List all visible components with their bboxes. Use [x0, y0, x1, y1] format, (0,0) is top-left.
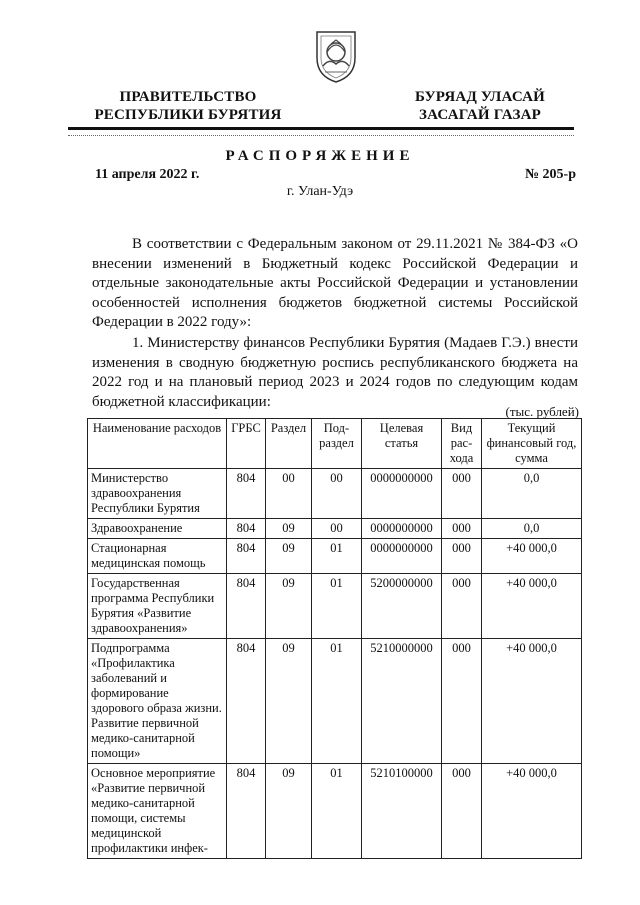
cell-section: 09 [266, 539, 312, 574]
cell-target: 5210100000 [362, 764, 442, 859]
preamble-paragraph [92, 235, 578, 333]
cell-section: 09 [266, 764, 312, 859]
cell-section: 09 [266, 574, 312, 639]
cell-grbs: 804 [227, 574, 266, 639]
cell-section: 09 [266, 639, 312, 764]
table-row [88, 469, 582, 519]
issuer-buryat-line1: БУРЯАД УЛАСАЙ [414, 89, 546, 105]
col-header: Вид рас-хода [442, 419, 482, 469]
cell-target: 0000000000 [362, 469, 442, 519]
col-header: Целевая статья [362, 419, 442, 469]
cell-name: Подпрограмма «Профилактика заболеваний и формирование здорового образа жизни. Развитие первичной медико-санитарной помощи» [88, 639, 227, 764]
cell-grbs: 804 [227, 764, 266, 859]
table-row [88, 574, 582, 639]
cell-section: 00 [266, 469, 312, 519]
table-row [88, 539, 582, 574]
cell-name: Министерство здравоохранения Республики Бурятия [88, 469, 227, 519]
cell-type: 000 [442, 764, 482, 859]
table-row [88, 519, 582, 539]
cell-amount: 0,0 [482, 469, 582, 519]
cell-type: 000 [442, 639, 482, 764]
table-row [88, 639, 582, 764]
issuer-russian-line2: РЕСПУБЛИКИ БУРЯТИЯ [94, 107, 282, 123]
cell-name: Основное мероприятие «Развитие первичной медико-санитарной помощи, системы медицинской профилактики инфек- [88, 764, 227, 859]
col-header: Под-раздел [312, 419, 362, 469]
budget-table [87, 418, 582, 859]
table-units: (тыс. рублей) [505, 404, 579, 419]
issuer-buryat [400, 88, 560, 124]
instruction-paragraph [92, 334, 578, 412]
cell-target: 5210000000 [362, 639, 442, 764]
cell-type: 000 [442, 469, 482, 519]
document-date: 11 апреля 2022 г. [95, 167, 200, 182]
instruction-text: 1. Министерству финансов Республики Бурятия (Мадаев Г.Э.) внести изменения в сводную бюджетную роспись республиканского бюджета на 2022 год и на плановый период 2023 и 2024 годов по следующим кодам бюджетной классификации: [92, 335, 578, 410]
col-header: ГРБС [227, 419, 266, 469]
cell-target: 0000000000 [362, 539, 442, 574]
cell-target: 5200000000 [362, 574, 442, 639]
cell-subsection: 01 [312, 539, 362, 574]
cell-type: 000 [442, 519, 482, 539]
cell-amount: +40 000,0 [482, 764, 582, 859]
col-header: Текущий финансовый год, сумма [482, 419, 582, 469]
cell-grbs: 804 [227, 519, 266, 539]
document-number: № 205-р [524, 167, 576, 182]
document-title: РАСПОРЯЖЕНИЕ [225, 148, 415, 164]
cell-grbs: 804 [227, 639, 266, 764]
cell-section: 09 [266, 519, 312, 539]
cell-grbs: 804 [227, 539, 266, 574]
cell-amount: +40 000,0 [482, 574, 582, 639]
issuer-russian [88, 88, 288, 124]
col-header: Раздел [266, 419, 312, 469]
cell-amount: +40 000,0 [482, 639, 582, 764]
col-header: Наименование расходов [88, 419, 227, 469]
header-rule [68, 127, 574, 130]
cell-type: 000 [442, 539, 482, 574]
cell-subsection: 01 [312, 639, 362, 764]
cell-target: 0000000000 [362, 519, 442, 539]
cell-name: Здравоохранение [88, 519, 227, 539]
cell-grbs: 804 [227, 469, 266, 519]
issuer-buryat-line2: ЗАСАГАЙ ГАЗАР [419, 107, 541, 123]
table-header-row [88, 419, 582, 469]
cell-subsection: 00 [312, 519, 362, 539]
preamble-text: В соответствии с Федеральным законом от 29.11.2021 № 384-ФЗ «О внесении изменений в Бюджетный кодекс Российской Федерации и отдельные законодательные акты Российской Федерации и установлении особенностей исполнения бюджетов бюджетной системы Российской Федерации в 2022 году»: [92, 236, 578, 330]
issuer-russian-line1: ПРАВИТЕЛЬСТВО [119, 89, 257, 105]
cell-subsection: 00 [312, 469, 362, 519]
cell-name: Стационарная медицинская помощь [88, 539, 227, 574]
cell-name: Государственная программа Республики Бурятия «Развитие здравоохранения» [88, 574, 227, 639]
cell-subsection: 01 [312, 574, 362, 639]
coat-of-arms-icon [313, 28, 359, 84]
cell-amount: 0,0 [482, 519, 582, 539]
table-row [88, 764, 582, 859]
document-city: г. Улан-Удэ [286, 184, 354, 199]
cell-type: 000 [442, 574, 482, 639]
cell-amount: +40 000,0 [482, 539, 582, 574]
cell-subsection: 01 [312, 764, 362, 859]
header-dotted-rule [68, 135, 574, 136]
